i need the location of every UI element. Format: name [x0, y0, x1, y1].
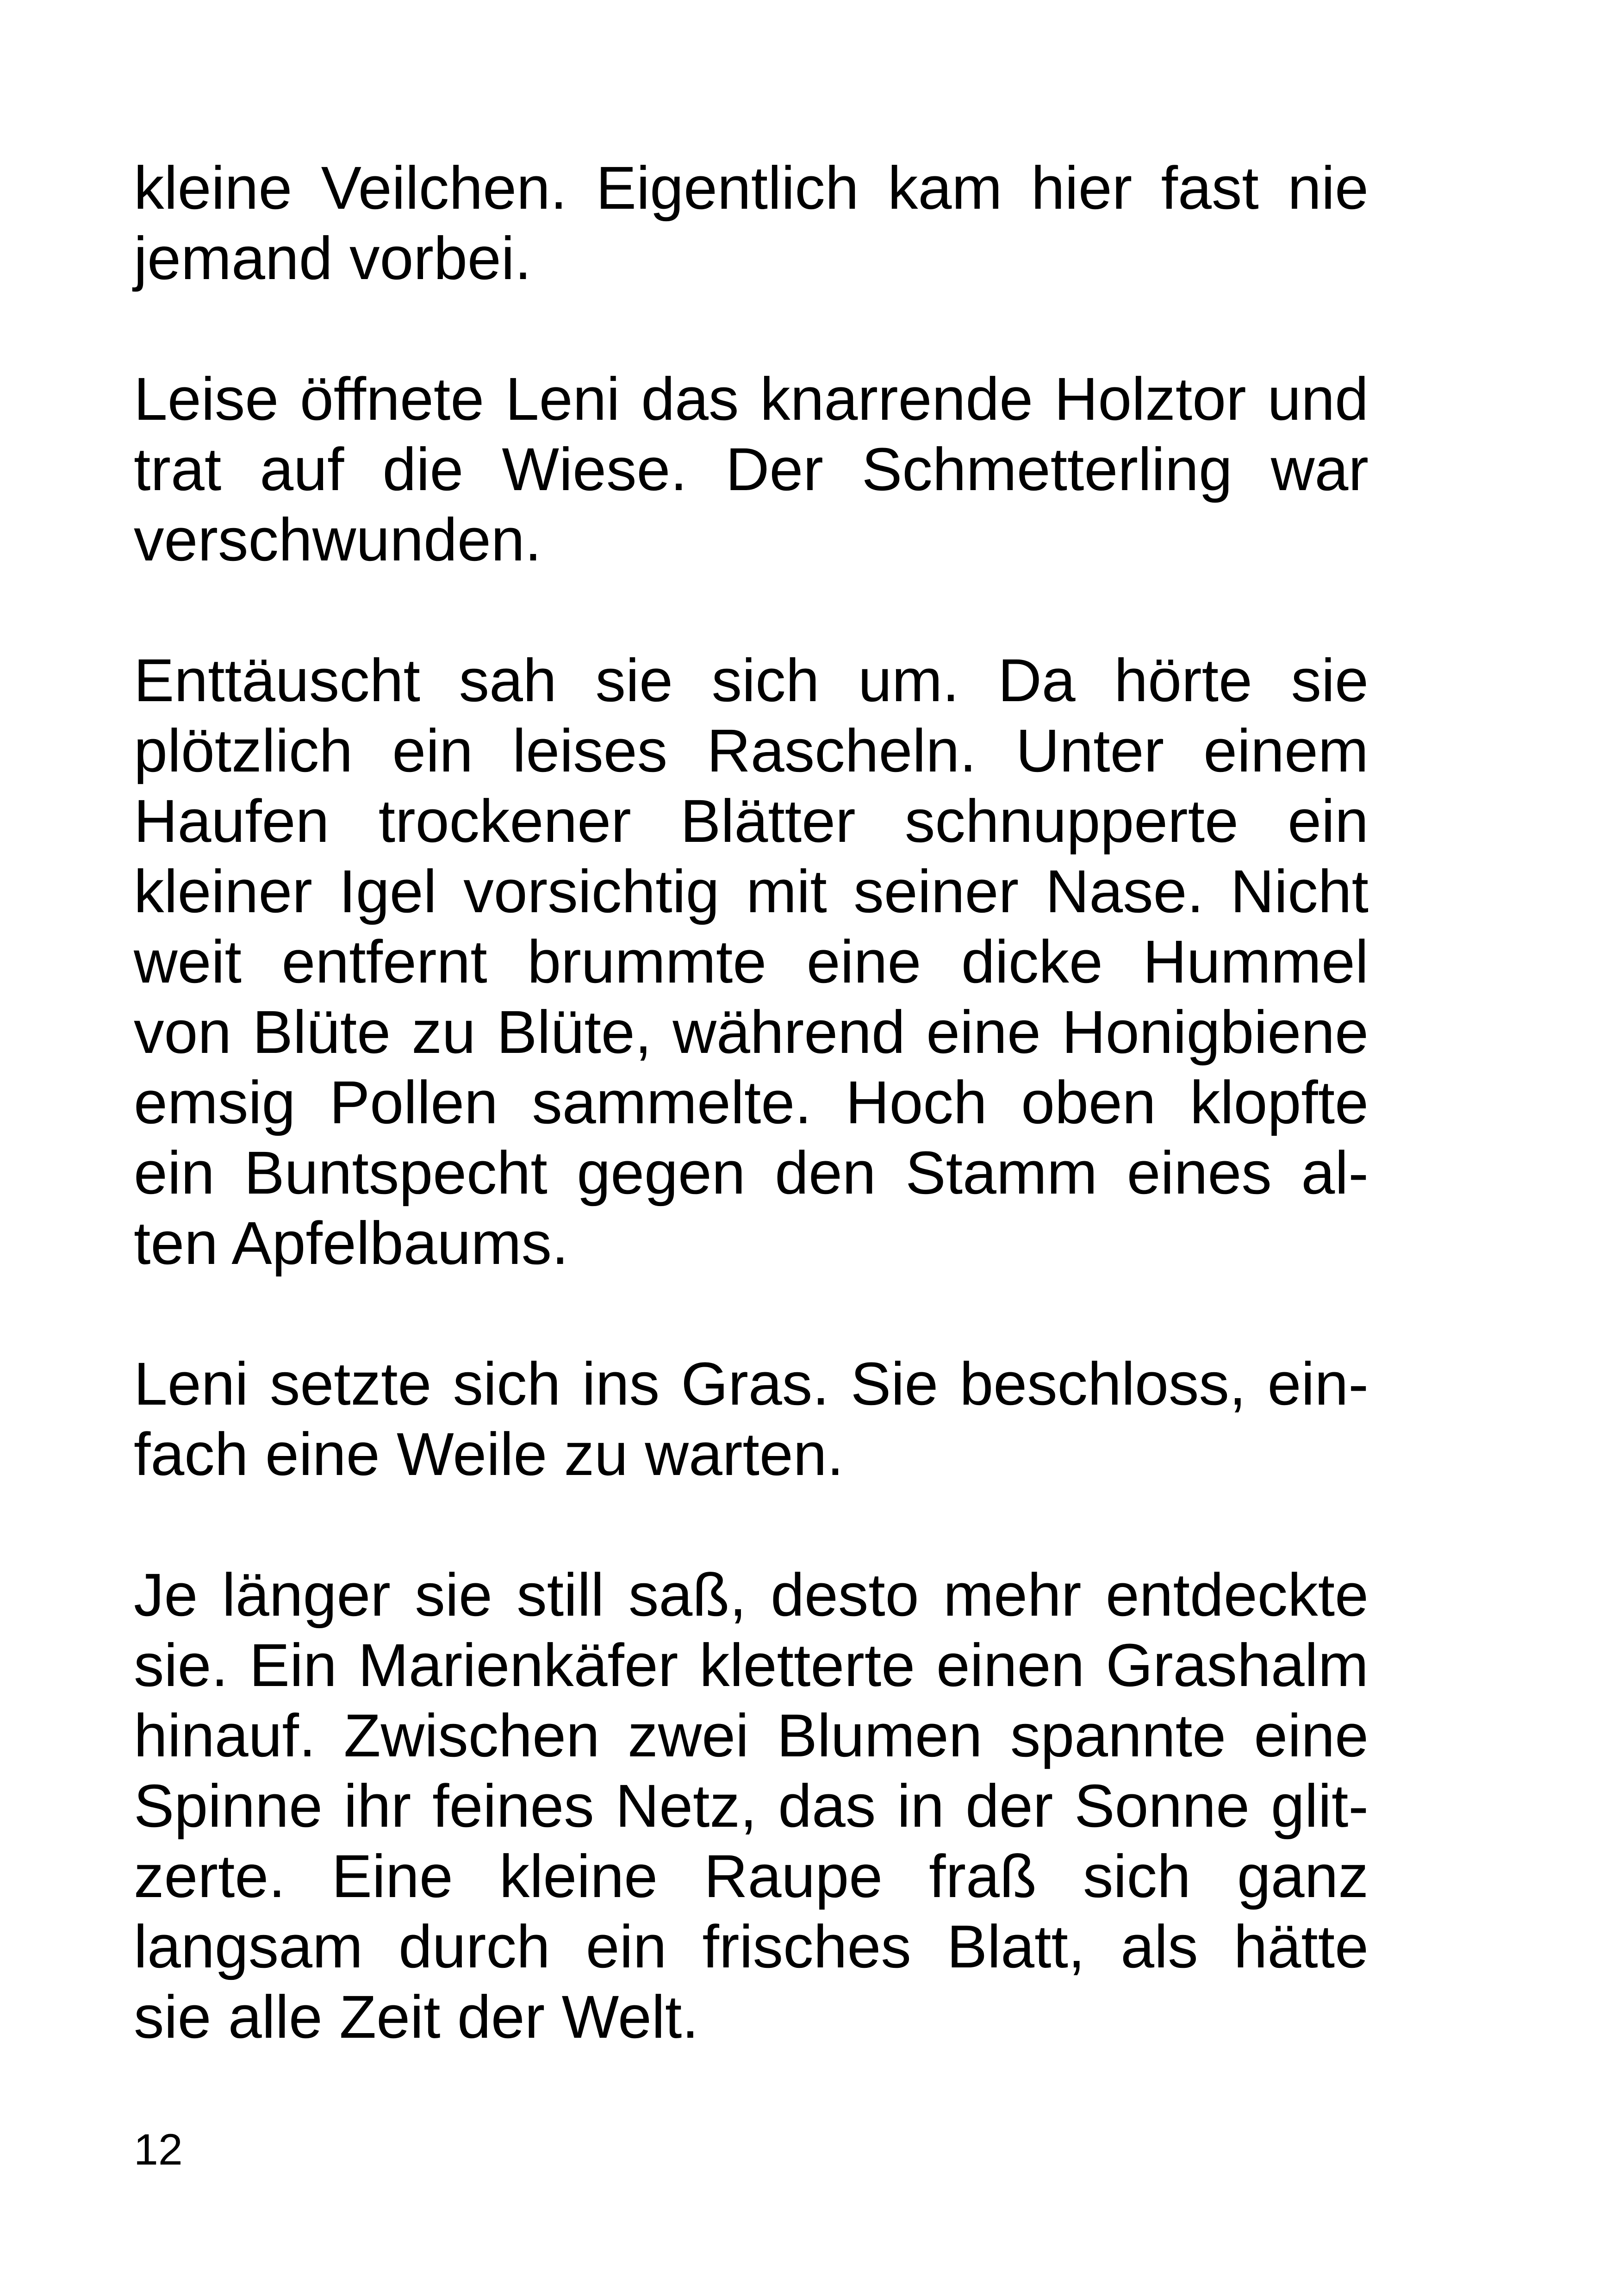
paragraph [134, 1349, 1369, 1489]
text-line: weit entfernt brummte eine dicke Hummel [134, 927, 1369, 996]
text-line: Haufen trockener Blätter schnupperte ein [134, 787, 1369, 855]
text-line: kleiner Igel vorsichtig mit seiner Nase. Nicht [134, 857, 1369, 925]
text-line: jemand vorbei. [134, 224, 532, 292]
text-line: sie. Ein Marienkäfer kletterte einen Grashalm [134, 1631, 1369, 1699]
text-line: verschwunden. [134, 505, 542, 573]
text-line: Spinne ihr feines Netz, das in der Sonne glit- [134, 1772, 1369, 1840]
page-number: 12 [134, 2125, 183, 2174]
text-line: trat auf die Wiese. Der Schmetterling war [134, 435, 1369, 503]
text-line: ten Apfelbaums. [134, 1209, 569, 1277]
text-line: hinauf. Zwischen zwei Blumen spannte eine [134, 1701, 1369, 1769]
text-line: Leni setzte sich ins Gras. Sie beschloss, ein- [134, 1350, 1369, 1418]
text-line: sie alle Zeit der Welt. [134, 1983, 699, 2051]
paragraph [134, 364, 1369, 575]
paragraph [134, 1560, 1369, 2052]
paragraph-gap [134, 1489, 1369, 1560]
body-text [134, 153, 1369, 2052]
paragraph [134, 645, 1369, 1278]
text-line: Enttäuscht sah sie sich um. Da hörte sie [134, 646, 1369, 714]
text-line: kleine Veilchen. Eigentlich kam hier fast nie [134, 154, 1369, 222]
text-line: plötzlich ein leises Rascheln. Unter einem [134, 716, 1369, 784]
paragraph-gap [134, 1278, 1369, 1349]
text-line: Leise öffnete Leni das knarrende Holztor und [134, 365, 1369, 433]
text-line: ein Buntspecht gegen den Stamm eines al- [134, 1139, 1369, 1207]
text-line: Je länger sie still saß, desto mehr entdeckte [134, 1561, 1369, 1629]
text-line: zerte. Eine kleine Raupe fraß sich ganz [134, 1842, 1369, 1910]
text-line: langsam durch ein frisches Blatt, als hätte [134, 1912, 1369, 1980]
paragraph-gap [134, 293, 1369, 364]
text-line: von Blüte zu Blüte, während eine Honigbiene [134, 998, 1369, 1066]
paragraph-gap [134, 575, 1369, 645]
paragraph [134, 153, 1369, 293]
text-line: fach eine Weile zu warten. [134, 1420, 844, 1488]
text-line: emsig Pollen sammelte. Hoch oben klopfte [134, 1068, 1369, 1136]
